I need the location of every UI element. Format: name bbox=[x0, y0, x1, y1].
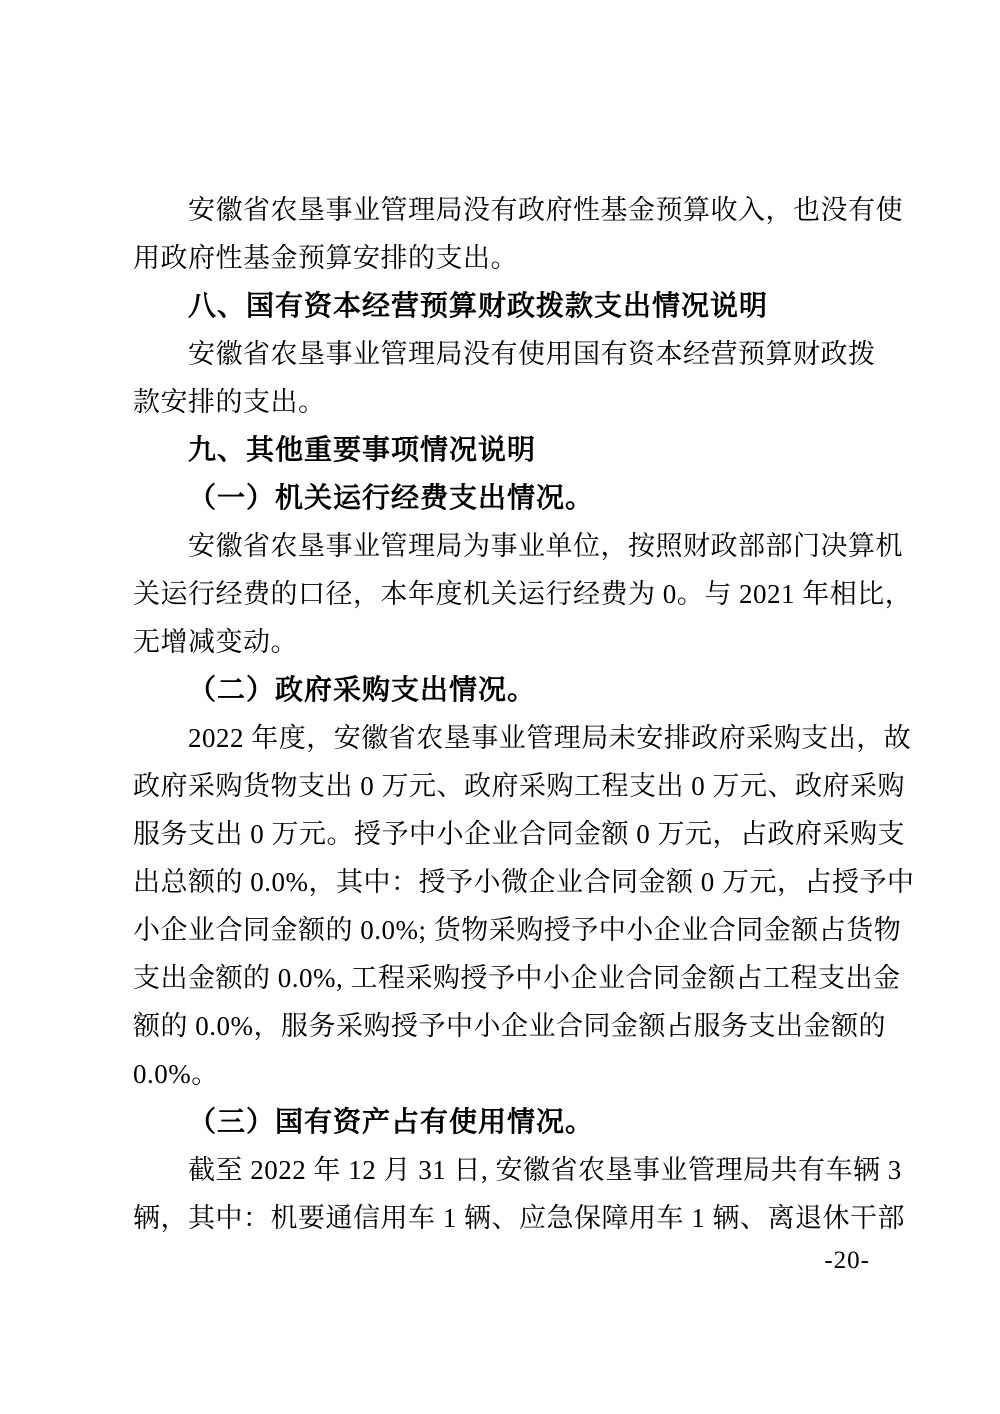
paragraph-line: 2022 年度，安徽省农垦事业管理局未安排政府采购支出，故 bbox=[188, 723, 912, 753]
section-heading: 八、国有资本经营预算财政拨款支出情况说明 bbox=[188, 290, 769, 321]
page-number: -20- bbox=[824, 1247, 870, 1274]
section-heading: 九、其他重要事项情况说明 bbox=[188, 434, 537, 465]
paragraph-line: 安徽省农垦事业管理局没有使用国有资本经营预算财政拨 bbox=[188, 339, 876, 369]
paragraph-line: 小企业合同金额的 0.0%; 货物采购授予中小企业合同金额占货物 bbox=[133, 915, 902, 945]
paragraph-line: 用政府性基金预算安排的支出。 bbox=[133, 243, 518, 273]
paragraph-line: 截至 2022 年 12 月 31 日, 安徽省农垦事业管理局共有车辆 3 bbox=[188, 1155, 902, 1185]
subsection-heading: （二）政府采购支出情况。 bbox=[188, 674, 537, 705]
paragraph-line: 出总额的 0.0%，其中：授予小微企业合同金额 0 万元，占授予中 bbox=[133, 867, 915, 897]
paragraph-line: 支出金额的 0.0%, 工程采购授予中小企业合同金额占工程支出金 bbox=[133, 963, 901, 993]
subsection-heading: （三）国有资产占有使用情况。 bbox=[188, 1106, 595, 1137]
paragraph-line: 额的 0.0%，服务采购授予中小企业合同金额占服务支出金额的 bbox=[133, 1011, 886, 1041]
paragraph-line: 款安排的支出。 bbox=[133, 387, 326, 417]
paragraph-line: 政府采购货物支出 0 万元、政府采购工程支出 0 万元、政府采购 bbox=[133, 771, 905, 801]
paragraph-line: 服务支出 0 万元。授予中小企业合同金额 0 万元，占政府采购支 bbox=[133, 819, 905, 849]
paragraph-line: 0.0%。 bbox=[133, 1059, 219, 1089]
text-column bbox=[133, 186, 915, 1242]
paragraph-line: 辆，其中：机要通信用车 1 辆、应急保障用车 1 辆、离退休干部 bbox=[133, 1203, 905, 1233]
paragraph-line: 关运行经费的口径，本年度机关运行经费为 0。与 2021 年相比， bbox=[133, 579, 913, 609]
paragraph-line: 安徽省农垦事业管理局没有政府性基金预算收入，也没有使 bbox=[188, 195, 903, 225]
subsection-heading: （一）机关运行经费支出情况。 bbox=[188, 482, 595, 513]
paragraph-line: 安徽省农垦事业管理局为事业单位，按照财政部部门决算机 bbox=[188, 531, 903, 561]
paragraph-line: 无增减变动。 bbox=[133, 627, 298, 657]
